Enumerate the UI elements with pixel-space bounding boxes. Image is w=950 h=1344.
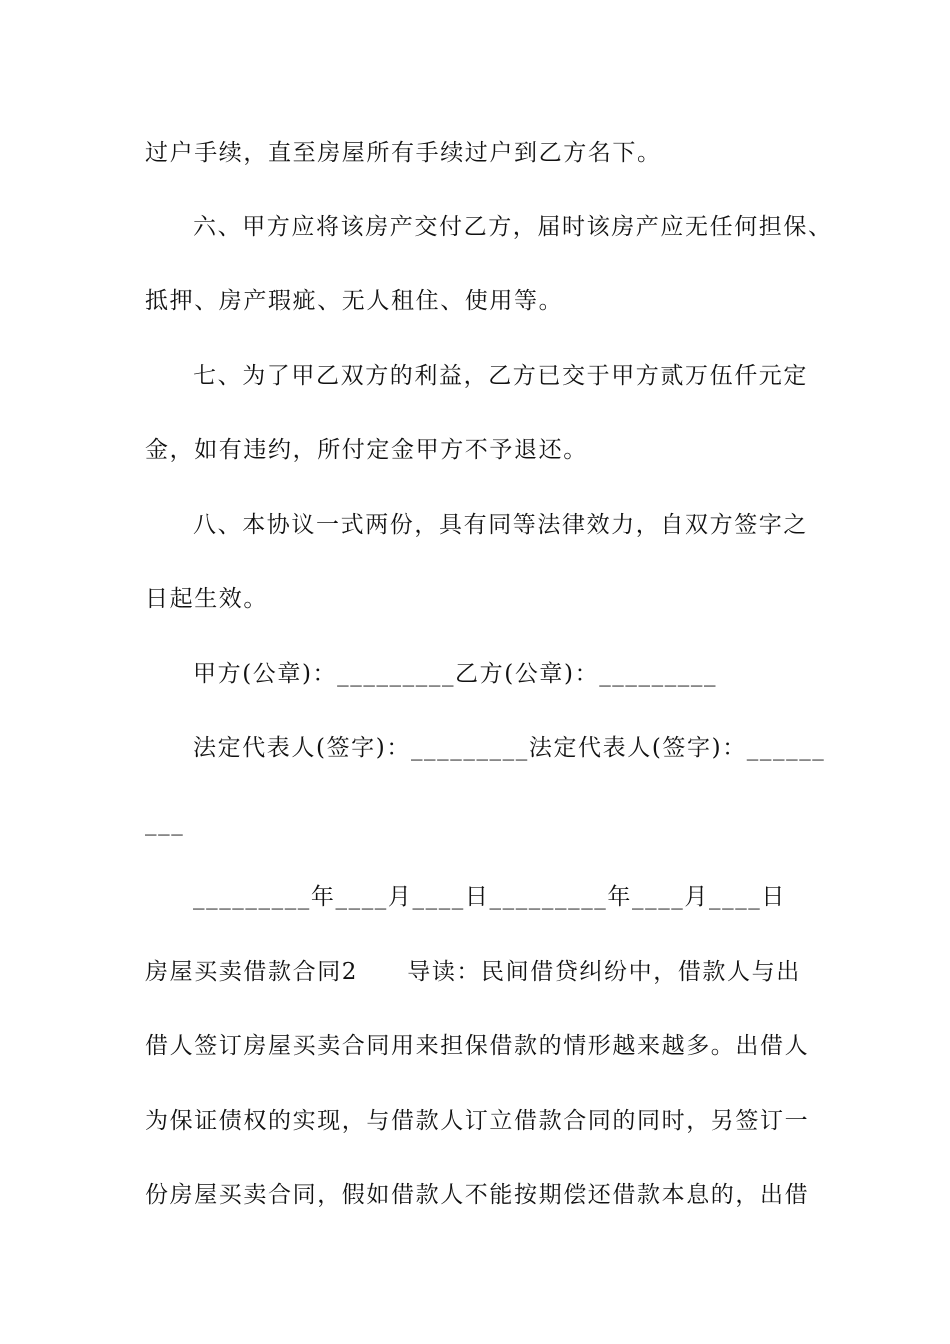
representative-signature-line: 法定代表人(签字)：_________法定代表人(签字)：______ xyxy=(193,735,826,761)
signature-line-continuation: ___ xyxy=(145,810,185,836)
text-line: 为保证债权的实现，与借款人订立借款合同的同时，另签订一 xyxy=(145,1108,810,1134)
text-line: 日起生效。 xyxy=(145,586,268,612)
clause-eight: 八、本协议一式两份，具有同等法律效力，自双方签字之 xyxy=(193,512,808,538)
text-line: 借人签订房屋买卖合同用来担保借款的情形越来越多。出借人 xyxy=(145,1033,810,1059)
text-line: 抵押、房产瑕疵、无人租住、使用等。 xyxy=(145,288,564,314)
seal-signature-line: 甲方(公章)：_________乙方(公章)：_________ xyxy=(193,661,718,687)
clause-six: 六、甲方应将该房产交付乙方，届时该房产应无任何担保、 xyxy=(193,214,833,240)
text-line: 份房屋买卖合同，假如借款人不能按期偿还借款本息的，出借 xyxy=(145,1182,810,1208)
section-heading-line: 房屋买卖借款合同2 导读：民间借贷纠纷中，借款人与出 xyxy=(145,959,801,985)
text-line: 过户手续，直至房屋所有手续过户到乙方名下。 xyxy=(145,140,662,166)
text-line: 金，如有违约，所付定金甲方不予退还。 xyxy=(145,437,588,463)
clause-seven: 七、为了甲乙双方的利益，乙方已交于甲方贰万伍仟元定 xyxy=(193,363,808,389)
date-line: _________年____月____日_________年____月____日 xyxy=(193,884,786,910)
